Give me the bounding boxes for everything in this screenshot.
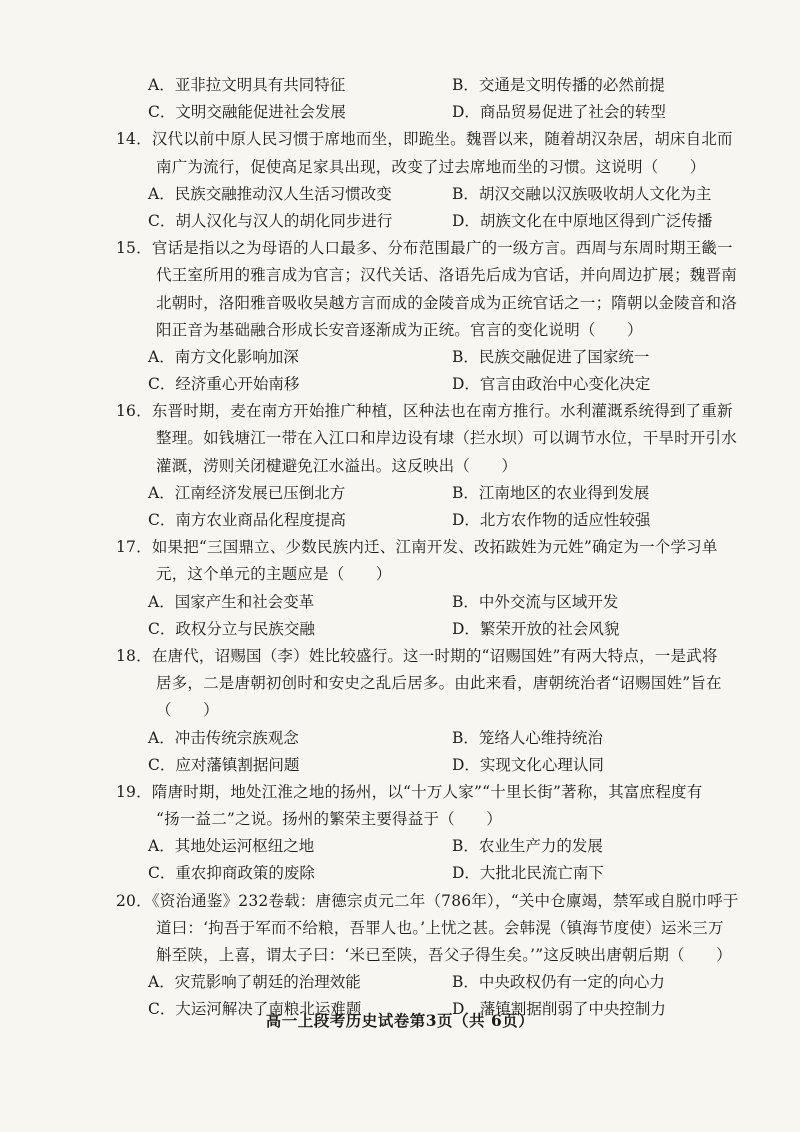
question-stem-line: 16．东晋时期，麦在南方开始推广种植，区种法也在南方推行。水利灌溉系统得到了重新: [116, 402, 733, 421]
question-stem-line: 18．在唐代，诏赐国（李）姓比较盛行。这一时期的“诏赐国姓”有两大特点，一是武将: [116, 646, 718, 665]
option-d: D．胡族文化在中原地区得到广泛传播: [452, 211, 713, 230]
question-stem-line: 道曰：‘拘吾于军而不给粮，吾罪人也。’上忧之甚。会韩滉（镇海节度使）运米三万: [156, 918, 724, 937]
option-d: D．藩镇割据削弱了中央控制力: [452, 1000, 666, 1019]
option-b: B．笼络人心维持统治: [452, 728, 603, 747]
question-stem-line: 14．汉代以前中原人民习惯于席地而坐，即跪坐。魏晋以来，随着胡汉杂居，胡床自北而: [116, 130, 733, 149]
option-b: B．中央政权仍有一定的向心力: [452, 973, 665, 992]
option-b: B．江南地区的农业得到发展: [452, 483, 650, 502]
options-row: [116, 833, 716, 860]
option-c: C．大运河解决了南粮北运难题: [148, 1000, 362, 1019]
question-16: [116, 398, 737, 534]
option-d: D．北方农作物的适应性较强: [452, 511, 651, 529]
question-stem-line: 元，这个单元的主题应是（ ）: [156, 565, 392, 584]
question-stem-line: 北朝时，洛阳雅音吸收吴越方言而成的金陵音成为正统官话之一；隋朝以金陵音和洛: [156, 293, 737, 312]
question-18: [116, 643, 722, 779]
option-c: C．重农抑商政策的废除: [148, 864, 315, 883]
options-row: [116, 208, 716, 235]
options-row: [116, 181, 716, 208]
option-b: B．农业生产力的发展: [452, 837, 603, 856]
options-row: [116, 480, 716, 507]
option-d: D．大批北民流亡南下: [452, 864, 604, 883]
q13-option-c: C．文明交融能促进社会发展: [148, 103, 346, 122]
options-row: [116, 589, 716, 616]
option-a: A．冲击传统宗族观念: [148, 728, 299, 747]
question-stem-line: 阳正音为基础融合形成长安音逐渐成为正统。官言的变化说明（ ）: [156, 320, 643, 339]
question-stem-line: “扬一益二”之说。扬州的繁荣主要得益于（ ）: [156, 810, 502, 829]
option-d: D．繁荣开放的社会风貌: [452, 619, 620, 638]
option-a: A．民族交融推动汉人生活习惯改变: [148, 184, 392, 203]
question-15: [116, 235, 737, 398]
options-row: [116, 371, 716, 398]
option-a: A．其地处运河枢纽之地: [148, 837, 315, 856]
option-a: A．南方文化影响加深: [148, 347, 299, 366]
option-a: A．国家产生和社会变革: [148, 592, 315, 611]
option-d: D．实现文化心理认同: [452, 755, 604, 774]
option-b: B．中外交流与区域开发: [452, 592, 619, 611]
question-stem-line: 19．隋唐时期，地处江淮之地的扬州，以“十万人家”“十里长街”著称，其富庶程度有: [116, 782, 703, 801]
options-row: [116, 969, 716, 996]
options-row: [116, 860, 716, 887]
q13-options-row-1: [116, 72, 716, 99]
question-stem-line: 代王室所用的雅言成为官言；汉代关话、洛语先后成为官话，并向周边扩展；魏晋南: [156, 266, 737, 285]
options-row: [116, 725, 716, 752]
question-17: [116, 534, 716, 643]
question-stem-line: 20．《资治通鉴》232卷载：唐德宗贞元二年（786年），“关中仓廪竭，禁军或自脱巾呼于: [116, 891, 739, 910]
question-stem-line: 斛至陕，上喜，谓太子曰：‘米已至陕，吾父子得生矣。’”这反映出唐朝后期（ ）: [156, 946, 732, 964]
question-stem-line: 15．官话是指以之为母语的人口最多、分布范围最广的一级方言。西周与东周时期王畿一: [116, 239, 733, 258]
page-footer: 高一上段考历史试卷第3页（共 6页）: [265, 1011, 535, 1030]
options-row: [116, 752, 716, 779]
question-stem-line: 南广为流行，促使高足家具出现，改变了过去席地而坐的习惯。这说明（ ）: [156, 157, 706, 176]
question-stem-line: 整理。如钱塘江一带在入江口和岸边设有埭（拦水坝）可以调节水位，干旱时开引水: [156, 429, 737, 448]
options-row: [116, 344, 716, 371]
question-14: [116, 126, 733, 235]
q13-options-row-2: [116, 99, 716, 126]
q13-option-a: A．亚非拉文明具有共同特征: [148, 76, 346, 94]
q13-option-d: D．商品贸易促进了社会的转型: [452, 103, 666, 122]
option-c: C．应对藩镇割据问题: [148, 755, 300, 774]
exam-content: [116, 72, 739, 1024]
option-c: C．政权分立与民族交融: [148, 619, 315, 638]
question-stem-line: 灌溉，涝则关闭楗避免江水溢出。这反映出（ ）: [156, 456, 518, 475]
option-c: C．南方农业商品化程度提高: [148, 511, 346, 529]
question-20: [116, 888, 739, 1024]
option-c: C．经济重心开始南移: [148, 375, 300, 394]
options-row: [116, 507, 716, 534]
option-b: B．胡汉交融以汉族吸收胡人文化为主: [452, 184, 712, 203]
options-row: [116, 616, 716, 643]
option-a: A．江南经济发展已压倒北方: [148, 483, 346, 502]
q13-option-b: B．交通是文明传播的必然前提: [452, 76, 665, 94]
option-d: D．官言由政治中心变化决定: [452, 375, 651, 394]
question-stem-line: 居多，二是唐朝初创时和安史之乱后居多。由此来看，唐朝统治者“诏赐国姓”旨在: [156, 674, 722, 693]
option-c: C．胡人汉化与汉人的胡化同步进行: [148, 211, 393, 230]
option-b: B．民族交融促进了国家统一: [452, 347, 650, 366]
question-stem-line: 17．如果把“三国鼎立、少数民族内迁、江南开发、改拓跋姓为元姓”确定为一个学习单: [116, 538, 718, 557]
question-stem-line: （ ）: [156, 701, 219, 720]
option-a: A．灾荒影响了朝廷的治理效能: [148, 973, 361, 992]
question-19: [116, 779, 716, 888]
